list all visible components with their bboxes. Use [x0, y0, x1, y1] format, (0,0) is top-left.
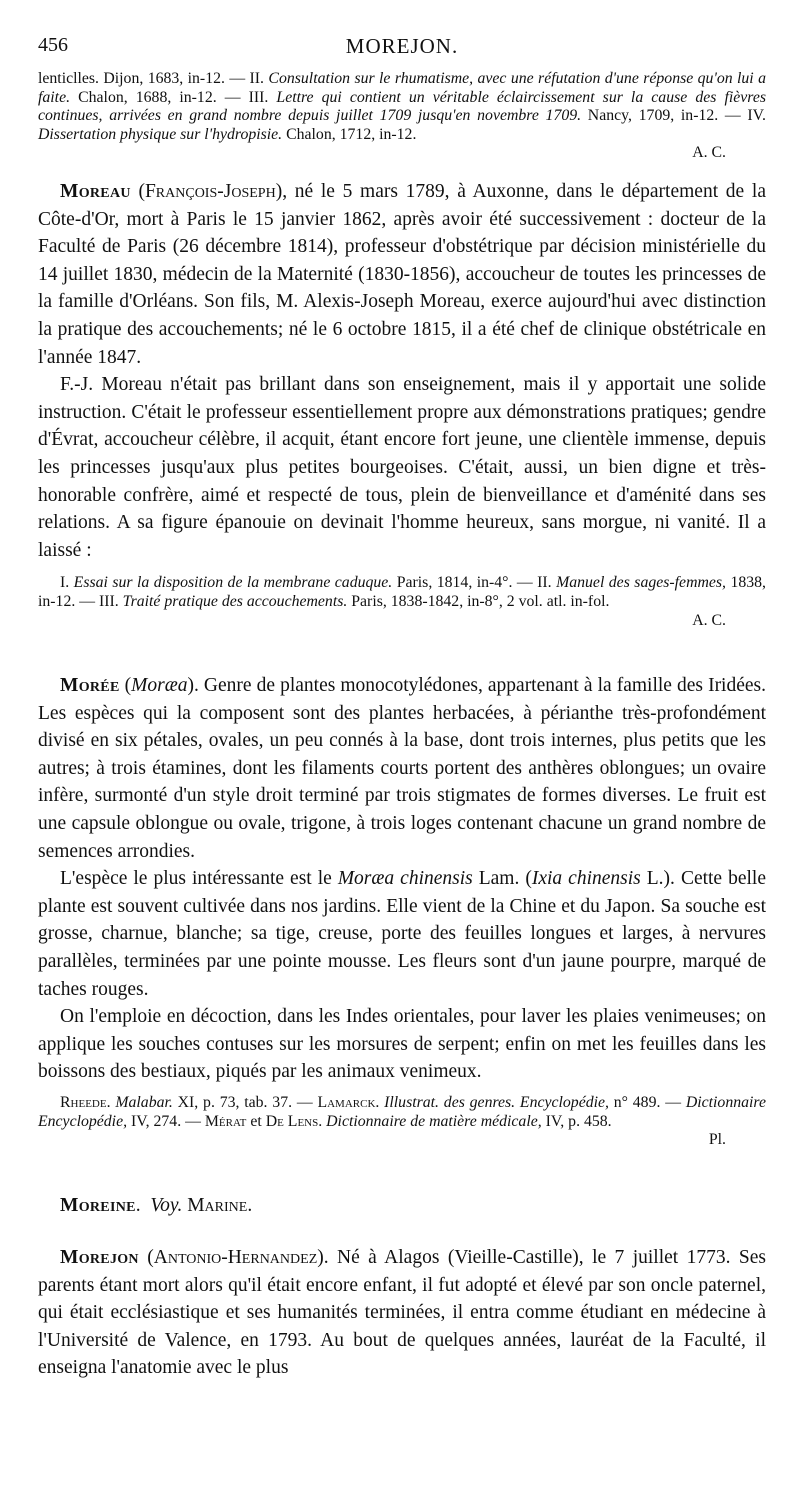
bib-text: Nancy, 1709, in-12. — IV. — [581, 107, 766, 125]
bib-text: et — [246, 1112, 266, 1130]
entry-moreau-intro: Moreau (François-Joseph), né le 5 mars 1789, à Auxonne, dans le département de la Côte-d'Or, mort à Paris le 15 janvier 1862, après avoir été successivement : docteur de la Faculté de Paris (26 décembre 1814), professeur d'obstétrique par décision ministérielle du 14 juillet 1830, médecin de la Maternité (1830-1856), accoucheur de toutes les princesses de la famille d'Orléans. Son fils, M. Alexis-Joseph Moreau, exerce aujourd'hui avec distinction la pratique des accouchements; né le 6 octobre 1815, il a été chef de clinique obstétricale en l'année 1847. — [38, 181, 766, 368]
bibliography-prev — [38, 70, 766, 144]
entry-text: . Né à Alagos (Vieille-Castille), le 7 juillet 1773. Ses parents étant mort alors qu'il était encore enfant, il fut adopté et élevé par son oncle paternel, qui était ecclésiastique et ses humanités terminées, il entra comme étudiant en médecine à l'Université de Valence, en 1793. Au bout de quelques années, lauréat de la Faculté, il enseigna l'anatomie avec le plus — [38, 1247, 766, 1379]
entry-moree-paragraph: On l'emploie en décoction, dans les Indes orientales, pour laver les plaies venimeuses; on applique les souches contuses sur les morsures de serpent; enfin on met les feuilles dans les boissons des bestiaux, piqués par les animaux venimeux. — [38, 1006, 766, 1083]
bib-text: Chalon, 1712, in-12. — [282, 125, 417, 143]
entry-moree-intro: Morée (Moræa). Genre de plantes monocotylédones, appartenant à la famille des Iridées. Les espèces qui la composent sont des plantes herbacées, à périanthe très-profondément divisé en six pétales, ovales, un peu connés à la base, dont trois internes, plus petits que les autres; à trois étamines, dont les filaments courts portent des anthères oblongues; un ovaire infère, surmonté d'un style droit terminé par trois stigmates de formes diverses. Le fruit est une capsule oblongue ou ovale, trigone, à trois loges contenant chacune un grand nombre de semences arrondies. — [38, 675, 767, 862]
entry-text: Lam. ( — [472, 868, 532, 890]
bib-title: Manuel des sages-femmes, — [556, 574, 726, 592]
bib-text: XI, p. 73, tab. 37. — — [172, 1093, 318, 1111]
author-signature: A. C. — [692, 144, 726, 162]
entry-moreau-paragraph: F.-J. Moreau n'était pas brillant dans son enseignement, mais il y apportait une solide instruction. C'était le professeur essentiellement propre aux démonstrations pratiques; gendre d'Évrat, accoucheur célèbre, il acquit, étant encore fort jeune, une clientèle immense, depuis les princesses jusqu'aux plus petites bourgeoises. C'était, aussi, un bien digne et très-honorable confrère, aimé et respecté de tous, plein de bienveillance et d'aménité dans ses relations. A sa figure épanouie on devinait l'homme heureux, sans morgue, ni vanité. Il a laissé : — [38, 374, 766, 561]
bib-title: Consultation sur le rhumatisme, avec une réfutation d'une réponse qu'on lui a faite. — [38, 70, 766, 106]
bib-title: Malabar. — [115, 1093, 173, 1111]
running-head: MOREJON. — [345, 34, 459, 58]
page-header — [38, 34, 766, 64]
entry-headword: Moreau — [60, 181, 131, 202]
bib-title: Lettre qui contient un véritable éclaircissement sur la cause des fièvres continues, arrivées en grand nombre depuis juillet 1709 jusqu'en novembre 1709. — [38, 88, 766, 125]
bibliography-moree — [38, 1094, 766, 1131]
author-signature: Pl. — [708, 1131, 726, 1149]
bibliography-moreau — [38, 574, 766, 611]
bib-text: lenticlles. Dijon, 1683, in-12. — II. — [38, 70, 269, 87]
see-also-label: Voy. — [150, 1195, 183, 1216]
entry-headword: Moreine — [60, 1195, 136, 1216]
species-synonym: Ixia chinensis — [531, 868, 641, 890]
bib-title: Essai sur la disposition de la membrane caduque. — [73, 574, 393, 592]
bib-text: 1838, in-12. — III. — [38, 574, 766, 610]
entry-text: L.). Cette belle plante est souvent cultivée dans nos jardins. Elle vient de la Chine et du Japon. Sa souche est grosse, charnue, blanche; sa tige, creuse, porte des feuilles longues et larges, à nervures parallèles, terminées par une pointe mousse. Les fleurs sont d'un jaune pourpre, marqué de taches rouges. — [38, 868, 766, 1000]
entry-headword: Morejon — [60, 1247, 139, 1268]
ref-author: De Lens — [265, 1112, 319, 1130]
entry-moreau — [38, 178, 766, 630]
entry-given-names: François-Joseph — [144, 181, 276, 202]
bib-title: Dissertation physique sur l'hydropisie. — [38, 125, 283, 143]
bib-text: Paris, 1814, in-4°. — II. — [392, 574, 557, 592]
entry-text: L'espèce le plus intéressante est le — [60, 868, 338, 890]
entry-moreine — [38, 1192, 766, 1220]
bib-title: Dictionnaire de matière médicale, — [326, 1112, 542, 1130]
entry-continuation — [38, 70, 766, 162]
entry-moree-paragraph — [38, 865, 766, 1003]
author-signature: A. C. — [692, 611, 726, 629]
bib-text: I. — [60, 574, 74, 592]
bib-text: . — [318, 1112, 327, 1130]
entry-text: . Genre de plantes monocotylédones, appartenant à la famille des Iridées. Les espèces qui la composent sont des plantes herbacées, à périanthe très-profondément divisé en six pétales, ovales, un peu connés à la base, dont trois internes, plus petits que les autres; à trois étamines, dont les filaments courts portent des anthères oblongues; un ovaire infère, surmonté d'un style droit terminé par trois stigmates de formes diverses. Le fruit est une capsule oblongue ou ovale, trigone, à trois loges contenant chacune un grand nombre de semences arrondies. — [38, 675, 767, 862]
entry-text: , né le 5 mars 1789, à Auxonne, dans le département de la Côte-d'Or, mort à Paris le 15 janvier 1862, après avoir été successivement : docteur de la Faculté de Paris (26 décembre 1814), professeur d'obstétrique par décision ministérielle du 14 juillet 1830, médecin de la Maternité (1830-1856), accoucheur de toutes les princesses de la famille d'Orléans. Son fils, M. Alexis-Joseph Moreau, exerce aujourd'hui avec distinction la pratique des accouchements; né le 6 octobre 1815, il a été chef de clinique obstétricale en l'année 1847. — [38, 181, 766, 368]
entry-moree — [38, 672, 766, 1149]
species-name: Moræa chinensis — [337, 868, 473, 890]
bib-text: IV, 274. — — [127, 1112, 205, 1130]
bib-title: Traité pratique des accouchements. — [122, 592, 348, 610]
ref-author: Mérat — [204, 1112, 247, 1130]
entry-given-names: Antonio-Hernandez — [153, 1247, 318, 1268]
ref-author: Lamarck — [317, 1093, 376, 1111]
bib-title: Illustrat. des genres. Encyclopédie, — [384, 1093, 609, 1111]
bib-text: Paris, 1838-1842, in-8°, 2 vol. atl. in-fol. — [347, 592, 610, 610]
ref-author: Rheede — [60, 1093, 107, 1111]
bib-text: n° 489. — — [608, 1093, 686, 1111]
entry-moreine-crossref: Moreine. Voy. Marine. — [60, 1195, 253, 1216]
bib-text: . — [375, 1093, 385, 1111]
cross-reference-link[interactable]: Marine. — [187, 1195, 253, 1216]
entry-morejon-intro: Morejon (Antonio-Hernandez). Né à Alagos (Vieille-Castille), le 7 juillet 1773. Ses parents étant mort alors qu'il était encore enfant, il fut adopté et élevé par son oncle paternel, qui était ecclésiastique et ses humanités terminées, il entra comme étudiant en médecine à l'Université de Valence, en 1793. Au bout de quelques années, lauréat de la Faculté, il enseigna l'anatomie avec le plus — [38, 1247, 766, 1379]
entry-latin-name: Moræa — [131, 675, 188, 696]
bib-title: Dictionnaire Encyclopédie, — [38, 1093, 766, 1130]
bib-text: . — [106, 1093, 116, 1111]
bib-text: Chalon, 1688, in-12. — III. — [70, 88, 277, 106]
entry-headword: Morée — [60, 675, 120, 696]
entry-morejon — [38, 1244, 766, 1382]
page-number: 456 — [38, 34, 68, 56]
bib-text: IV, p. 458. — [541, 1112, 612, 1130]
